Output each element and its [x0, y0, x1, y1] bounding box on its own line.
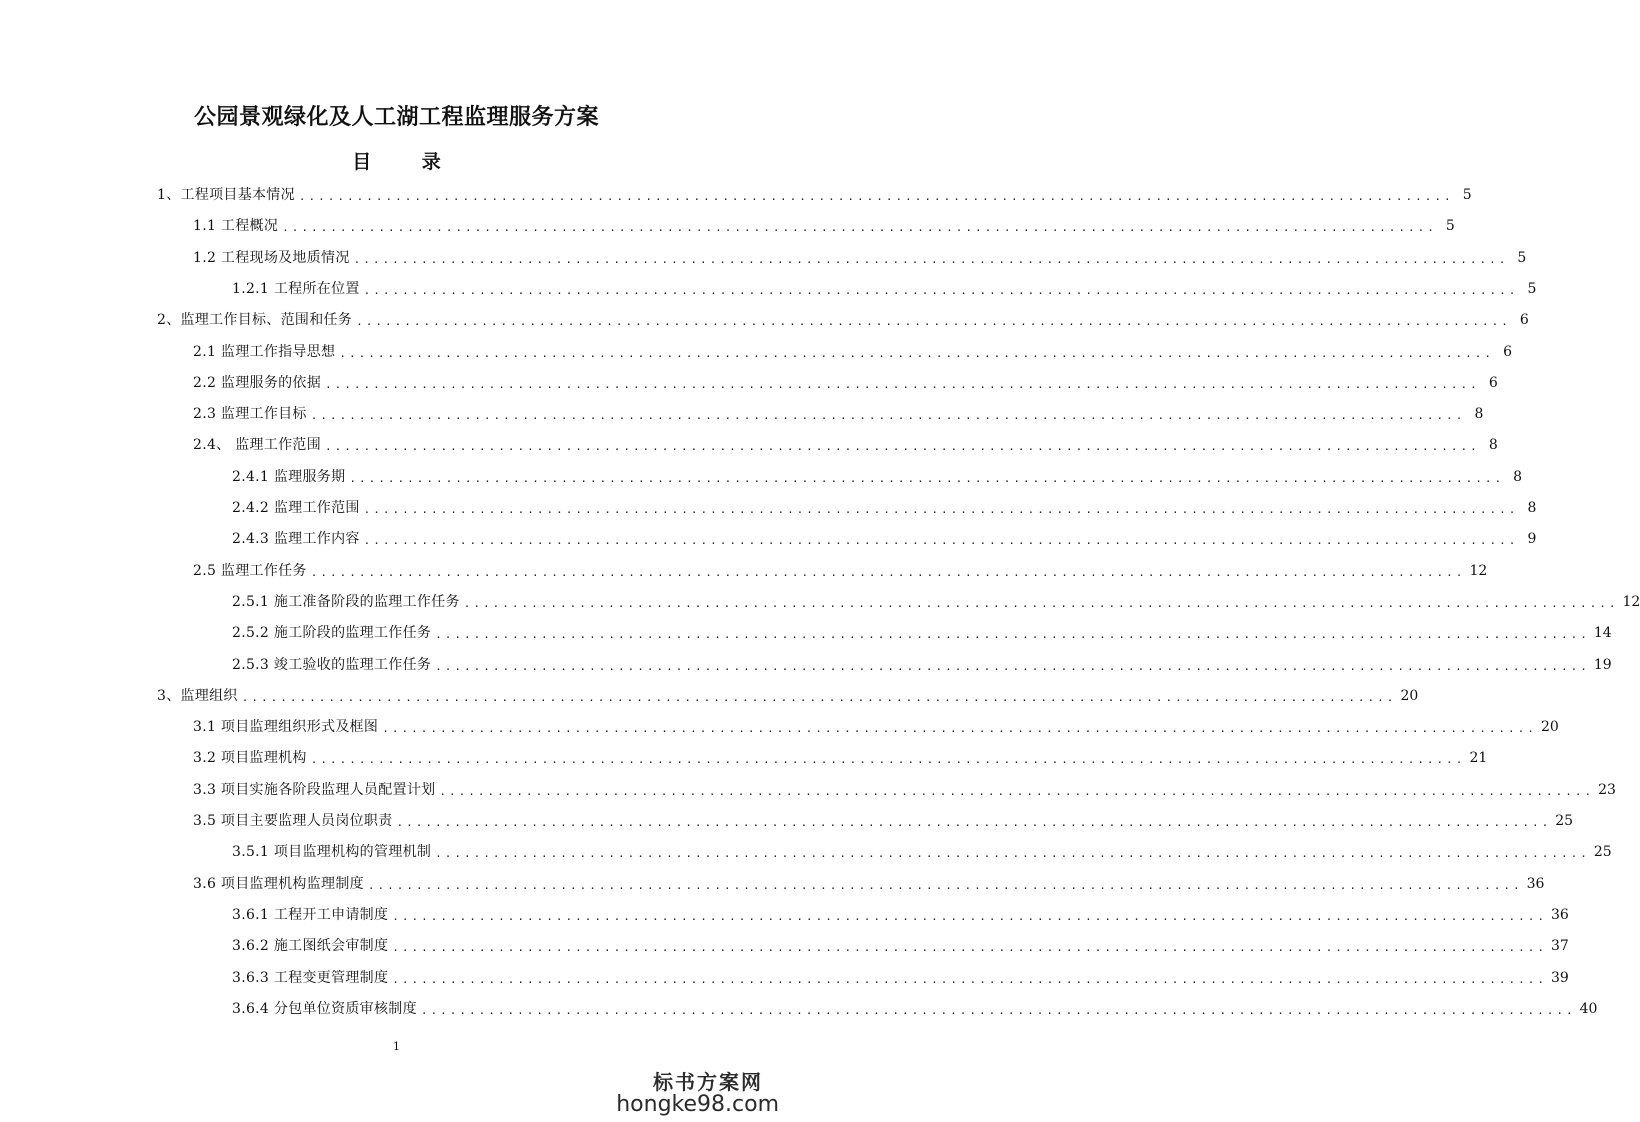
- toc-entry-label: 3.6.2 施工图纸会审制度: [232, 938, 389, 954]
- toc-entry[interactable]: [232, 904, 1569, 926]
- toc-entry-label: 3.6 项目监理机构监理制度: [193, 876, 364, 892]
- toc-entry-page: 5: [1445, 218, 1455, 234]
- toc-entry-label: 1.1 工程概况: [193, 218, 279, 234]
- toc-entry[interactable]: [193, 779, 1616, 801]
- toc-entry[interactable]: [193, 560, 1488, 582]
- toc-entry-page: 25: [1593, 844, 1612, 860]
- toc-entry-page: 37: [1551, 938, 1569, 954]
- toc-entry-page: 19: [1593, 657, 1612, 673]
- toc-leader-dots: ........................................................................................................................: [356, 314, 1511, 328]
- toc-leader-dots: ........................................................................................................................: [325, 439, 1480, 453]
- toc-entry-page: 20: [1400, 688, 1419, 704]
- toc-entry-page: 5: [1527, 281, 1537, 297]
- toc-entry[interactable]: [193, 372, 1498, 394]
- toc-leader-dots: ........................................................................................................................: [463, 596, 1619, 610]
- toc-entry-page: 39: [1551, 970, 1569, 986]
- toc-entry-label: 2.5.1 施工准备阶段的监理工作任务: [232, 594, 460, 610]
- toc-entry[interactable]: [193, 215, 1455, 237]
- toc-entry-page: 8: [1527, 500, 1537, 516]
- toc-leader-dots: ........................................................................................................................: [325, 377, 1480, 391]
- toc-leader-dots: ........................................................................................................................: [367, 878, 1523, 892]
- toc-entry-label: 2.4、 监理工作范围: [193, 437, 322, 453]
- toc-entry-label: 1.2 工程现场及地质情况: [193, 250, 350, 266]
- toc-entry[interactable]: [232, 591, 1640, 613]
- toc-leader-dots: ........................................................................................................................: [349, 471, 1505, 485]
- toc-leader-dots: ........................................................................................................................: [363, 283, 1519, 297]
- toc-entry-page: 23: [1598, 782, 1616, 798]
- toc-entry-page: 5: [1517, 250, 1527, 266]
- toc-entry-label: 3.6.3 工程变更管理制度: [232, 970, 389, 986]
- toc-entry-page: 40: [1579, 1001, 1598, 1017]
- toc-leader-dots: ........................................................................................................................: [439, 784, 1595, 798]
- toc-leader-dots: ........................................................................................................................: [392, 972, 1547, 986]
- toc-entry[interactable]: [232, 278, 1537, 300]
- toc-entry-page: 6: [1488, 375, 1498, 391]
- toc-leader-dots: ........................................................................................................................: [298, 189, 1454, 203]
- toc-entry[interactable]: [232, 497, 1537, 519]
- toc-entry-label: 2.2 监理服务的依据: [193, 375, 322, 391]
- toc-leader-dots: ........................................................................................................................: [353, 252, 1509, 266]
- toc-leader-dots: ........................................................................................................................: [310, 752, 1466, 766]
- toc-entry-label: 1、工程项目基本情况: [157, 187, 295, 203]
- toc-entry-label: 3.1 项目监理组织形式及框图: [193, 719, 379, 735]
- watermark-cn: 标书方案网: [653, 1070, 763, 1094]
- toc-entry[interactable]: [157, 685, 1419, 707]
- toc-entry-page: 12: [1622, 594, 1640, 610]
- toc-entry-label: 1.2.1 工程所在位置: [232, 281, 360, 297]
- toc-entry-page: 12: [1469, 563, 1488, 579]
- toc-leader-dots: ........................................................................................................................: [310, 408, 1466, 422]
- toc-entry-label: 2.1 监理工作指导思想: [193, 344, 336, 360]
- toc-leader-dots: ........................................................................................................................: [282, 220, 1437, 234]
- toc-entry[interactable]: [232, 466, 1523, 488]
- toc-leader-dots: ........................................................................................................................: [420, 1003, 1576, 1017]
- toc-entry-page: 21: [1469, 750, 1488, 766]
- toc-entry[interactable]: [232, 967, 1569, 989]
- toc-leader-dots: ........................................................................................................................: [363, 533, 1519, 547]
- toc-entry-label: 3.6.1 工程开工申请制度: [232, 907, 389, 923]
- toc-entry-label: 2.5.2 施工阶段的监理工作任务: [232, 625, 432, 641]
- toc-entry[interactable]: [232, 998, 1598, 1020]
- toc-entry-page: 14: [1593, 625, 1612, 641]
- toc-leader-dots: ........................................................................................................................: [435, 659, 1590, 673]
- toc-leader-dots: ........................................................................................................................: [310, 565, 1466, 579]
- toc-entry-label: 2.3 监理工作目标: [193, 406, 307, 422]
- toc-leader-dots: ........................................................................................................................: [392, 909, 1547, 923]
- toc-leader-dots: ........................................................................................................................: [339, 346, 1495, 360]
- toc-entry-label: 3.5 项目主要监理人员岗位职责: [193, 813, 393, 829]
- toc-entry-label: 2.5 监理工作任务: [193, 563, 307, 579]
- toc-entry-page: 8: [1513, 469, 1523, 485]
- watermark-en: hongke98.com: [616, 1092, 779, 1117]
- toc-entry[interactable]: [232, 841, 1612, 863]
- toc-entry-label: 3.5.1 项目监理机构的管理机制: [232, 844, 432, 860]
- toc-entry[interactable]: [232, 528, 1537, 550]
- page-number: 1: [393, 1040, 400, 1053]
- toc-entry[interactable]: [193, 247, 1527, 269]
- toc-entry[interactable]: [193, 716, 1559, 738]
- toc-leader-dots: ........................................................................................................................: [396, 815, 1552, 829]
- toc-entry-label: 3、监理组织: [157, 688, 238, 704]
- toc-entry[interactable]: [232, 622, 1612, 644]
- toc-entry[interactable]: [193, 403, 1484, 425]
- toc-entry-page: 6: [1519, 312, 1529, 328]
- toc-entry[interactable]: [193, 810, 1574, 832]
- toc-entry[interactable]: [193, 747, 1488, 769]
- toc-entry-page: 25: [1555, 813, 1574, 829]
- toc-entry-label: 3.3 项目实施各阶段监理人员配置计划: [193, 782, 436, 798]
- toc-entry[interactable]: [157, 184, 1472, 206]
- toc-entry-page: 6: [1503, 344, 1513, 360]
- toc-entry-label: 3.2 项目监理机构: [193, 750, 307, 766]
- toc-entry-label: 2.4.3 监理工作内容: [232, 531, 360, 547]
- toc-leader-dots: ........................................................................................................................: [435, 627, 1590, 641]
- toc-entry-label: 2.4.2 监理工作范围: [232, 500, 360, 516]
- toc-entry[interactable]: [193, 873, 1545, 895]
- toc-entry-page: 5: [1462, 187, 1472, 203]
- toc-entry[interactable]: [157, 309, 1529, 331]
- toc-entry[interactable]: [232, 935, 1569, 957]
- toc-entry-page: 36: [1526, 876, 1545, 892]
- toc-entry[interactable]: [193, 434, 1498, 456]
- toc-entry-page: 9: [1527, 531, 1537, 547]
- page-title: 公园景观绿化及人工湖工程监理服务方案: [193, 105, 599, 130]
- toc-entry[interactable]: [232, 654, 1612, 676]
- toc-leader-dots: ........................................................................................................................: [363, 502, 1519, 516]
- toc-entry-label: 2、监理工作目标、范围和任务: [157, 312, 353, 328]
- toc-entry-label: 2.5.3 竣工验收的监理工作任务: [232, 657, 432, 673]
- toc-entry[interactable]: [193, 341, 1513, 363]
- toc-entry-page: 8: [1488, 437, 1498, 453]
- toc-leader-dots: ........................................................................................................................: [392, 940, 1547, 954]
- toc-entry-page: 8: [1474, 406, 1484, 422]
- toc-entry-label: 2.4.1 监理服务期: [232, 469, 346, 485]
- toc-entry-label: 3.6.4 分包单位资质审核制度: [232, 1001, 417, 1017]
- toc-leader-dots: ........................................................................................................................: [241, 690, 1397, 704]
- toc-heading: 目 录: [352, 151, 463, 173]
- toc-leader-dots: ........................................................................................................................: [382, 721, 1537, 735]
- toc-leader-dots: ........................................................................................................................: [435, 846, 1590, 860]
- toc-entry-page: 20: [1540, 719, 1559, 735]
- toc-entry-page: 36: [1551, 907, 1569, 923]
